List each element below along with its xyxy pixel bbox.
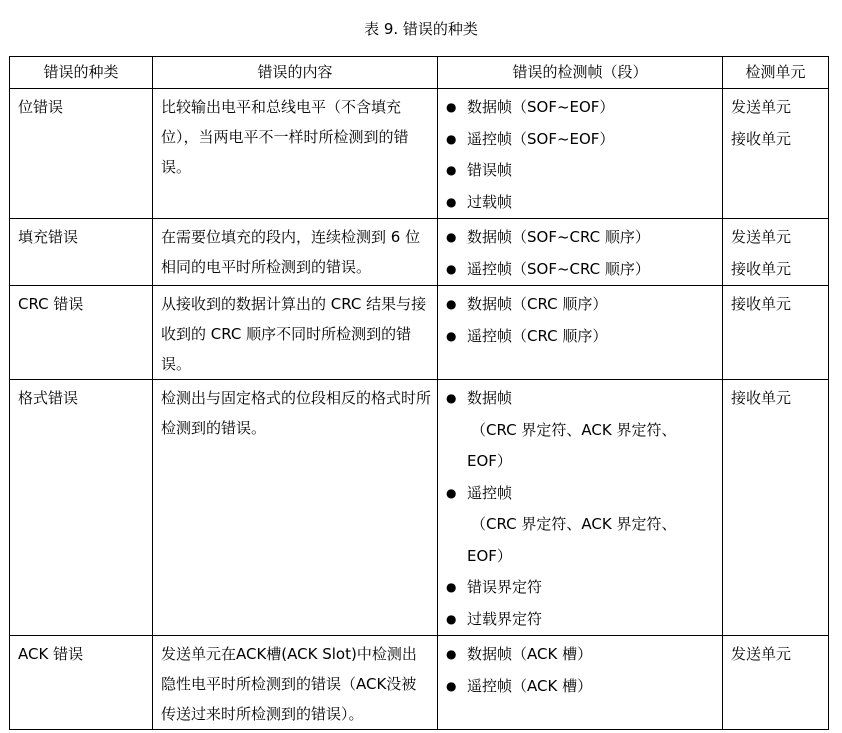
frame-list bbox=[446, 289, 716, 352]
table-row bbox=[10, 219, 829, 286]
list-item bbox=[446, 383, 716, 478]
frame-label: 错误界定符 bbox=[467, 578, 543, 596]
error-type-cell: 格式错误 bbox=[10, 380, 153, 636]
frame-label: 数据帧（ACK 槽） bbox=[467, 645, 593, 663]
frame-label: 数据帧（CRC 顺序） bbox=[467, 295, 608, 313]
error-content-cell: 从接收到的数据计算出的 CRC 结果与接收到的 CRC 顺序不同时所检测到的错误。 bbox=[153, 286, 438, 380]
table-caption: 表 9. 错误的种类 bbox=[364, 20, 478, 38]
list-item bbox=[446, 254, 716, 286]
list-item bbox=[446, 187, 716, 219]
detection-frames-cell bbox=[438, 380, 723, 636]
frame-label: 数据帧（SOF~EOF） bbox=[467, 98, 615, 116]
detection-unit-cell bbox=[723, 219, 829, 286]
frame-list bbox=[446, 222, 716, 285]
unit-label: 发送单元 bbox=[731, 98, 792, 116]
frame-list bbox=[446, 383, 716, 635]
frame-list bbox=[446, 639, 716, 702]
frame-label: 遥控帧（ACK 槽） bbox=[467, 676, 593, 695]
header-detection-frames: 错误的检测帧（段） bbox=[438, 57, 723, 89]
detection-frames-cell bbox=[438, 636, 723, 730]
list-item bbox=[446, 639, 716, 671]
bullet-icon: ● bbox=[446, 163, 457, 177]
error-type-cell: 填充错误 bbox=[10, 219, 153, 286]
list-item bbox=[446, 321, 716, 353]
bullet-icon: ● bbox=[446, 580, 457, 594]
table-row bbox=[10, 636, 829, 730]
unit-label: 发送单元 bbox=[731, 228, 792, 246]
list-item bbox=[446, 124, 716, 156]
header-row bbox=[10, 57, 829, 89]
bullet-icon: ● bbox=[446, 194, 457, 209]
bullet-icon: ● bbox=[446, 647, 457, 661]
header-error-type: 错误的种类 bbox=[10, 57, 153, 89]
frame-label: 错误帧 bbox=[467, 161, 513, 179]
bullet-icon: ● bbox=[446, 100, 457, 114]
error-type-cell: ACK 错误 bbox=[10, 636, 153, 730]
detection-unit-cell bbox=[723, 286, 829, 380]
frame-label: 过载界定符 bbox=[467, 609, 543, 628]
list-item bbox=[446, 604, 716, 636]
frame-detail: EOF） bbox=[467, 452, 512, 470]
bullet-icon: ● bbox=[446, 391, 457, 405]
bullet-icon: ● bbox=[446, 230, 457, 244]
detection-unit-cell bbox=[723, 380, 829, 636]
error-content-cell: 发送单元在ACK槽(ACK Slot)中检测出隐性电平时所检测到的错误（ACK没被传送过来时所检测到的错误）。 bbox=[153, 636, 438, 730]
frame-label: 数据帧（SOF~CRC 顺序） bbox=[467, 228, 650, 246]
frame-label: 遥控帧 bbox=[467, 483, 513, 502]
unit-label: 接收单元 bbox=[731, 295, 792, 313]
frame-label: 遥控帧（SOF~CRC 顺序） bbox=[467, 259, 650, 278]
frame-label: 遥控帧（CRC 顺序） bbox=[467, 326, 608, 345]
error-types-table bbox=[9, 56, 829, 730]
list-item bbox=[446, 222, 716, 254]
frame-detail: （CRC 界定符、ACK 界定符、 bbox=[471, 515, 677, 533]
bullet-icon: ● bbox=[446, 328, 457, 343]
error-content-cell: 检测出与固定格式的位段相反的格式时所检测到的错误。 bbox=[153, 380, 438, 636]
frame-label: 数据帧 bbox=[467, 389, 513, 407]
list-item bbox=[446, 572, 716, 604]
header-error-content: 错误的内容 bbox=[153, 57, 438, 89]
list-item bbox=[446, 289, 716, 321]
bullet-icon: ● bbox=[446, 678, 457, 693]
frame-list bbox=[446, 92, 716, 218]
error-content-cell: 在需要位填充的段内，连续检测到 6 位相同的电平时所检测到的错误。 bbox=[153, 219, 438, 286]
table-row bbox=[10, 380, 829, 636]
error-type-cell: CRC 错误 bbox=[10, 286, 153, 380]
unit-label: 接收单元 bbox=[731, 129, 792, 148]
bullet-icon: ● bbox=[446, 131, 457, 146]
table-row bbox=[10, 286, 829, 380]
frame-detail: EOF） bbox=[467, 546, 512, 565]
detection-frames-cell bbox=[438, 219, 723, 286]
error-type-cell: 位错误 bbox=[10, 89, 153, 219]
list-item bbox=[446, 671, 716, 703]
header-detection-unit: 检测单元 bbox=[723, 57, 829, 89]
list-item bbox=[446, 155, 716, 187]
unit-label: 接收单元 bbox=[731, 259, 792, 278]
frame-detail: （CRC 界定符、ACK 界定符、 bbox=[471, 420, 677, 439]
error-content-cell: 比较输出电平和总线电平（不含填充位），当两电平不一样时所检测到的错误。 bbox=[153, 89, 438, 219]
bullet-icon: ● bbox=[446, 485, 457, 500]
unit-label: 发送单元 bbox=[731, 645, 792, 663]
bullet-icon: ● bbox=[446, 261, 457, 276]
frame-label: 遥控帧（SOF~EOF） bbox=[467, 129, 615, 148]
detection-frames-cell bbox=[438, 89, 723, 219]
unit-label: 接收单元 bbox=[731, 389, 792, 407]
bullet-icon: ● bbox=[446, 297, 457, 311]
detection-unit-cell bbox=[723, 89, 829, 219]
detection-unit-cell bbox=[723, 636, 829, 730]
list-item bbox=[446, 478, 716, 573]
frame-label: 过载帧 bbox=[467, 192, 513, 211]
table-row bbox=[10, 89, 829, 219]
list-item bbox=[446, 92, 716, 124]
detection-frames-cell bbox=[438, 286, 723, 380]
bullet-icon: ● bbox=[446, 611, 457, 626]
